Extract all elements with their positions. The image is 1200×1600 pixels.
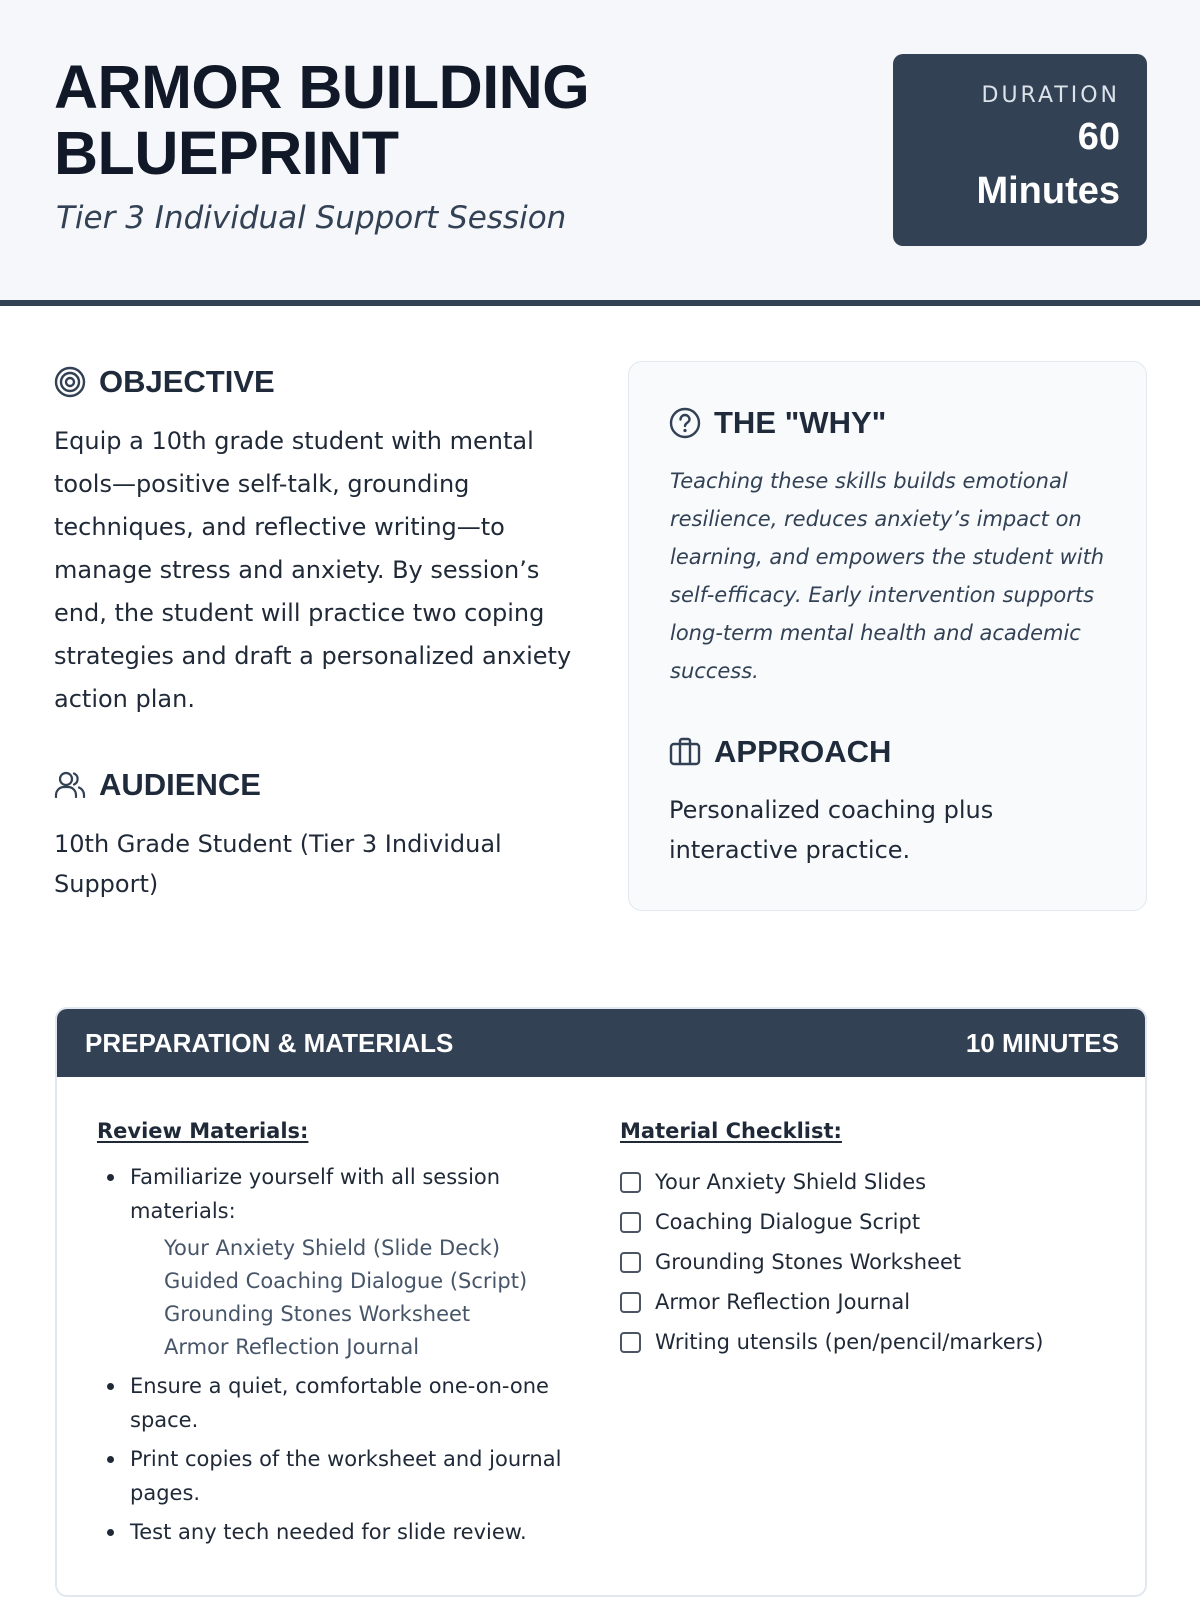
approach-text: Personalized coaching plus interactive practice. [669,796,994,864]
preparation-title: PREPARATION & MATERIALS [85,1028,454,1058]
page-title [54,54,814,186]
why-heading [669,405,886,441]
briefcase-icon [669,736,701,768]
why-text: Teaching these skills builds emotional resilience, reduces anxiety’s impact on learning, and empowers the student with self-efficacy. Early intervention supports long-term mental health and academic success. [670,469,1105,683]
sublist-item: Guided Coaching Dialogue (Script) [164,1269,528,1293]
list-item: Print copies of the worksheet and journal pages. [130,1442,590,1510]
checkbox[interactable] [620,1212,641,1233]
sublist-item: Armor Reflection Journal [164,1335,420,1359]
help-circle-icon [669,407,701,439]
page-title-line2: BLUEPRINT [54,119,399,187]
list-item [130,1160,590,1364]
list-item-text: Familiarize yourself with all session materials: [130,1165,501,1223]
target-icon [54,366,86,398]
page-subtitle: Tier 3 Individual Support Session [56,200,567,236]
objective-text: Equip a 10th grade student with mental tools—positive self-talk, grounding techniques, and reflective writing—to manage stress and anxiety. By session’s end, the student will practice two coping strategies and draft a personalized anxiety action plan. [54,427,572,713]
audience-text: 10th Grade Student (Tier 3 Individual Support) [54,830,502,898]
page-header [0,0,1200,306]
duration-value-unit: Minutes [976,170,1120,212]
checklist-item[interactable] [620,1162,1043,1202]
page-title-line1: ARMOR BUILDING [54,53,590,121]
approach-heading-label: APPROACH [714,734,892,769]
duration-label: DURATION [981,83,1120,108]
material-checklist [620,1162,1043,1362]
checkbox[interactable] [620,1252,641,1273]
duration-value-number: 60 [1077,116,1120,158]
why-heading-label: THE "WHY" [714,405,887,440]
preparation-header-bar [57,1009,1145,1077]
review-materials-heading: Review Materials: [97,1119,309,1143]
review-materials-list [130,1160,590,1549]
users-icon [54,769,86,801]
checklist-item-label: Your Anxiety Shield Slides [655,1170,927,1194]
checkbox[interactable] [620,1292,641,1313]
material-checklist-heading: Material Checklist: [620,1119,842,1143]
approach-heading [669,734,891,770]
checklist-item[interactable] [620,1202,1043,1242]
objective-heading [54,364,275,400]
preparation-time: 10 MINUTES [965,1028,1119,1058]
checkbox[interactable] [620,1332,641,1353]
materials-sublist [130,1232,590,1364]
objective-heading-label: OBJECTIVE [99,364,275,399]
checklist-item[interactable] [620,1322,1043,1362]
list-item: Test any tech needed for slide review. [130,1515,590,1549]
checklist-item-label: Coaching Dialogue Script [655,1210,921,1234]
audience-heading-label: AUDIENCE [99,767,261,802]
checklist-item-label: Writing utensils (pen/pencil/markers) [655,1330,1044,1354]
duration-badge [893,54,1147,246]
checklist-item[interactable] [620,1282,1043,1322]
checklist-item-label: Armor Reflection Journal [655,1290,911,1314]
checkbox[interactable] [620,1172,641,1193]
sublist-item: Your Anxiety Shield (Slide Deck) [164,1236,501,1260]
list-item: Ensure a quiet, comfortable one-on-one space. [130,1369,590,1437]
checklist-item-label: Grounding Stones Worksheet [655,1250,962,1274]
audience-heading [54,767,261,803]
checklist-item[interactable] [620,1242,1043,1282]
sublist-item: Grounding Stones Worksheet [164,1302,471,1326]
